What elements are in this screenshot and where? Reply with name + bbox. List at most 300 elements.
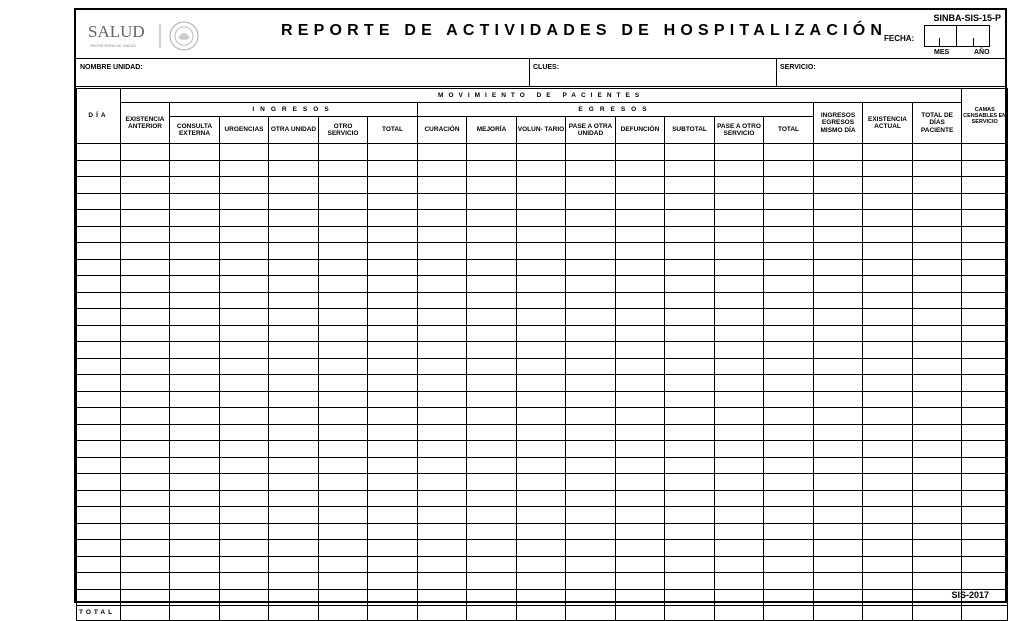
table-cell[interactable] [170, 507, 220, 524]
table-cell[interactable] [764, 424, 814, 441]
table-cell[interactable] [418, 358, 467, 375]
table-cell[interactable] [764, 193, 814, 210]
table-cell[interactable] [962, 424, 1008, 441]
table-cell[interactable] [566, 276, 616, 293]
table-cell[interactable] [566, 177, 616, 194]
table-cell[interactable] [220, 193, 269, 210]
table-cell[interactable] [467, 441, 517, 458]
table-cell[interactable] [863, 325, 913, 342]
table-cell[interactable] [121, 309, 170, 326]
table-cell[interactable] [368, 292, 418, 309]
table-cell[interactable] [962, 391, 1008, 408]
table-cell[interactable] [269, 259, 319, 276]
table-cell[interactable] [170, 556, 220, 573]
table-cell[interactable] [665, 523, 715, 540]
table-cell[interactable] [121, 507, 170, 524]
table-cell[interactable] [121, 210, 170, 227]
table-cell[interactable] [170, 325, 220, 342]
table-cell[interactable] [962, 375, 1008, 392]
table-cell[interactable] [77, 540, 121, 557]
table-cell[interactable] [764, 391, 814, 408]
table-cell[interactable] [715, 507, 764, 524]
table-cell[interactable] [566, 342, 616, 359]
table-cell[interactable] [77, 193, 121, 210]
table-cell[interactable] [368, 226, 418, 243]
table-cell[interactable] [517, 507, 566, 524]
table-cell[interactable] [715, 474, 764, 491]
table-cell[interactable] [269, 441, 319, 458]
table-cell[interactable] [77, 375, 121, 392]
table-cell[interactable] [269, 573, 319, 590]
table-cell[interactable] [863, 573, 913, 590]
table-cell[interactable] [764, 375, 814, 392]
table-cell[interactable] [616, 408, 665, 425]
table-cell[interactable] [269, 309, 319, 326]
table-cell[interactable] [368, 259, 418, 276]
table-cell[interactable] [616, 144, 665, 161]
table-cell[interactable] [863, 474, 913, 491]
table-cell[interactable] [715, 490, 764, 507]
table-cell[interactable] [170, 391, 220, 408]
table-cell[interactable] [319, 573, 368, 590]
table-cell[interactable] [170, 424, 220, 441]
table-cell[interactable] [319, 325, 368, 342]
table-cell[interactable] [863, 276, 913, 293]
table-cell[interactable] [121, 358, 170, 375]
table-cell[interactable] [220, 342, 269, 359]
table-cell[interactable] [170, 573, 220, 590]
table-cell[interactable] [665, 441, 715, 458]
table-cell[interactable] [170, 210, 220, 227]
table-cell[interactable] [269, 193, 319, 210]
table-cell[interactable] [220, 325, 269, 342]
total-cell[interactable] [220, 606, 269, 621]
table-cell[interactable] [319, 589, 368, 606]
table-cell[interactable] [77, 523, 121, 540]
table-cell[interactable] [863, 523, 913, 540]
table-cell[interactable] [814, 325, 863, 342]
table-cell[interactable] [764, 441, 814, 458]
table-cell[interactable] [418, 474, 467, 491]
table-cell[interactable] [814, 573, 863, 590]
table-cell[interactable] [616, 309, 665, 326]
table-cell[interactable] [814, 226, 863, 243]
total-cell[interactable] [814, 606, 863, 621]
table-cell[interactable] [368, 540, 418, 557]
table-cell[interactable] [467, 177, 517, 194]
table-cell[interactable] [418, 210, 467, 227]
table-cell[interactable] [715, 193, 764, 210]
total-cell[interactable] [170, 606, 220, 621]
table-cell[interactable] [121, 391, 170, 408]
table-cell[interactable] [814, 474, 863, 491]
table-cell[interactable] [170, 226, 220, 243]
table-cell[interactable] [715, 226, 764, 243]
table-cell[interactable] [467, 523, 517, 540]
table-cell[interactable] [220, 375, 269, 392]
table-cell[interactable] [77, 474, 121, 491]
table-cell[interactable] [764, 309, 814, 326]
table-cell[interactable] [220, 408, 269, 425]
table-cell[interactable] [616, 474, 665, 491]
table-cell[interactable] [418, 243, 467, 260]
table-cell[interactable] [814, 391, 863, 408]
table-cell[interactable] [269, 144, 319, 161]
table-cell[interactable] [269, 540, 319, 557]
table-cell[interactable] [319, 177, 368, 194]
table-cell[interactable] [913, 490, 962, 507]
table-cell[interactable] [269, 160, 319, 177]
table-cell[interactable] [467, 391, 517, 408]
table-cell[interactable] [77, 457, 121, 474]
table-cell[interactable] [170, 160, 220, 177]
table-cell[interactable] [814, 342, 863, 359]
table-cell[interactable] [616, 358, 665, 375]
table-cell[interactable] [665, 507, 715, 524]
table-cell[interactable] [517, 556, 566, 573]
table-cell[interactable] [863, 358, 913, 375]
table-cell[interactable] [121, 474, 170, 491]
table-cell[interactable] [368, 210, 418, 227]
table-cell[interactable] [467, 342, 517, 359]
table-cell[interactable] [121, 243, 170, 260]
table-cell[interactable] [863, 144, 913, 161]
table-cell[interactable] [962, 573, 1008, 590]
table-cell[interactable] [814, 523, 863, 540]
table-cell[interactable] [814, 358, 863, 375]
table-cell[interactable] [566, 325, 616, 342]
table-cell[interactable] [467, 424, 517, 441]
table-cell[interactable] [418, 391, 467, 408]
table-cell[interactable] [121, 424, 170, 441]
table-cell[interactable] [517, 309, 566, 326]
table-cell[interactable] [368, 243, 418, 260]
table-cell[interactable] [913, 457, 962, 474]
table-cell[interactable] [77, 325, 121, 342]
table-cell[interactable] [517, 441, 566, 458]
table-cell[interactable] [77, 589, 121, 606]
table-cell[interactable] [566, 160, 616, 177]
table-cell[interactable] [764, 177, 814, 194]
table-cell[interactable] [121, 556, 170, 573]
table-cell[interactable] [764, 523, 814, 540]
table-cell[interactable] [467, 210, 517, 227]
table-cell[interactable] [616, 424, 665, 441]
table-cell[interactable] [269, 325, 319, 342]
table-cell[interactable] [467, 556, 517, 573]
table-cell[interactable] [715, 325, 764, 342]
table-cell[interactable] [566, 556, 616, 573]
table-cell[interactable] [467, 243, 517, 260]
table-cell[interactable] [616, 276, 665, 293]
table-cell[interactable] [665, 226, 715, 243]
table-cell[interactable] [715, 523, 764, 540]
table-cell[interactable] [863, 507, 913, 524]
table-cell[interactable] [814, 375, 863, 392]
table-cell[interactable] [913, 309, 962, 326]
table-cell[interactable] [863, 457, 913, 474]
total-cell[interactable] [665, 606, 715, 621]
table-cell[interactable] [913, 193, 962, 210]
total-cell[interactable] [863, 606, 913, 621]
table-cell[interactable] [665, 210, 715, 227]
table-cell[interactable] [269, 589, 319, 606]
table-cell[interactable] [863, 391, 913, 408]
table-cell[interactable] [517, 589, 566, 606]
table-cell[interactable] [220, 507, 269, 524]
table-cell[interactable] [616, 573, 665, 590]
table-cell[interactable] [665, 292, 715, 309]
table-cell[interactable] [616, 243, 665, 260]
table-cell[interactable] [517, 523, 566, 540]
table-cell[interactable] [962, 523, 1008, 540]
table-cell[interactable] [170, 243, 220, 260]
table-cell[interactable] [368, 342, 418, 359]
table-cell[interactable] [913, 507, 962, 524]
table-cell[interactable] [418, 540, 467, 557]
total-cell[interactable] [715, 606, 764, 621]
table-cell[interactable] [764, 490, 814, 507]
table-cell[interactable] [814, 408, 863, 425]
total-cell[interactable] [368, 606, 418, 621]
table-cell[interactable] [319, 556, 368, 573]
table-cell[interactable] [665, 342, 715, 359]
table-cell[interactable] [665, 160, 715, 177]
table-cell[interactable] [566, 408, 616, 425]
table-cell[interactable] [368, 144, 418, 161]
table-cell[interactable] [467, 160, 517, 177]
table-cell[interactable] [467, 325, 517, 342]
table-cell[interactable] [616, 210, 665, 227]
table-cell[interactable] [517, 540, 566, 557]
table-cell[interactable] [220, 243, 269, 260]
table-cell[interactable] [863, 259, 913, 276]
table-cell[interactable] [715, 424, 764, 441]
table-cell[interactable] [566, 144, 616, 161]
table-cell[interactable] [269, 292, 319, 309]
table-cell[interactable] [517, 342, 566, 359]
table-cell[interactable] [863, 309, 913, 326]
table-cell[interactable] [616, 160, 665, 177]
clues-field[interactable] [529, 58, 776, 86]
table-cell[interactable] [368, 325, 418, 342]
table-cell[interactable] [863, 556, 913, 573]
table-cell[interactable] [220, 441, 269, 458]
table-cell[interactable] [368, 408, 418, 425]
table-cell[interactable] [121, 276, 170, 293]
table-cell[interactable] [566, 490, 616, 507]
table-cell[interactable] [764, 160, 814, 177]
table-cell[interactable] [517, 391, 566, 408]
table-cell[interactable] [665, 144, 715, 161]
table-cell[interactable] [814, 193, 863, 210]
total-cell[interactable] [319, 606, 368, 621]
table-cell[interactable] [913, 375, 962, 392]
table-cell[interactable] [220, 309, 269, 326]
table-cell[interactable] [319, 259, 368, 276]
table-cell[interactable] [715, 177, 764, 194]
table-cell[interactable] [665, 276, 715, 293]
table-cell[interactable] [764, 210, 814, 227]
table-cell[interactable] [517, 144, 566, 161]
table-cell[interactable] [467, 408, 517, 425]
table-cell[interactable] [467, 259, 517, 276]
table-cell[interactable] [616, 490, 665, 507]
table-cell[interactable] [77, 424, 121, 441]
table-cell[interactable] [814, 309, 863, 326]
table-cell[interactable] [418, 408, 467, 425]
table-cell[interactable] [814, 276, 863, 293]
table-cell[interactable] [368, 177, 418, 194]
table-cell[interactable] [121, 292, 170, 309]
table-cell[interactable] [170, 408, 220, 425]
table-cell[interactable] [517, 177, 566, 194]
table-cell[interactable] [170, 474, 220, 491]
table-cell[interactable] [517, 573, 566, 590]
table-cell[interactable] [418, 523, 467, 540]
table-cell[interactable] [77, 144, 121, 161]
table-cell[interactable] [319, 342, 368, 359]
table-cell[interactable] [121, 375, 170, 392]
table-cell[interactable] [319, 243, 368, 260]
total-cell[interactable] [913, 606, 962, 621]
table-cell[interactable] [962, 325, 1008, 342]
table-cell[interactable] [269, 523, 319, 540]
table-cell[interactable] [269, 408, 319, 425]
table-cell[interactable] [616, 540, 665, 557]
table-cell[interactable] [913, 177, 962, 194]
table-cell[interactable] [715, 358, 764, 375]
table-cell[interactable] [715, 441, 764, 458]
table-cell[interactable] [418, 144, 467, 161]
table-cell[interactable] [962, 243, 1008, 260]
table-cell[interactable] [368, 276, 418, 293]
table-cell[interactable] [913, 424, 962, 441]
table-cell[interactable] [170, 144, 220, 161]
table-cell[interactable] [368, 358, 418, 375]
table-cell[interactable] [418, 490, 467, 507]
table-cell[interactable] [220, 210, 269, 227]
table-cell[interactable] [77, 573, 121, 590]
table-cell[interactable] [962, 144, 1008, 161]
table-cell[interactable] [121, 259, 170, 276]
total-cell[interactable] [121, 606, 170, 621]
table-cell[interactable] [220, 457, 269, 474]
table-cell[interactable] [665, 358, 715, 375]
table-cell[interactable] [269, 226, 319, 243]
table-cell[interactable] [368, 523, 418, 540]
table-cell[interactable] [368, 391, 418, 408]
table-cell[interactable] [616, 523, 665, 540]
table-cell[interactable] [814, 589, 863, 606]
table-cell[interactable] [764, 342, 814, 359]
table-cell[interactable] [319, 507, 368, 524]
table-cell[interactable] [467, 375, 517, 392]
table-cell[interactable] [467, 276, 517, 293]
table-cell[interactable] [962, 441, 1008, 458]
table-cell[interactable] [121, 573, 170, 590]
table-cell[interactable] [715, 144, 764, 161]
table-cell[interactable] [962, 276, 1008, 293]
table-cell[interactable] [566, 507, 616, 524]
table-cell[interactable] [269, 424, 319, 441]
table-cell[interactable] [962, 490, 1008, 507]
table-cell[interactable] [77, 391, 121, 408]
table-cell[interactable] [121, 160, 170, 177]
table-cell[interactable] [814, 243, 863, 260]
table-cell[interactable] [665, 540, 715, 557]
table-cell[interactable] [170, 375, 220, 392]
table-cell[interactable] [913, 556, 962, 573]
table-cell[interactable] [269, 474, 319, 491]
table-cell[interactable] [220, 177, 269, 194]
table-cell[interactable] [665, 408, 715, 425]
table-cell[interactable] [913, 292, 962, 309]
table-cell[interactable] [616, 375, 665, 392]
table-cell[interactable] [77, 342, 121, 359]
table-cell[interactable] [814, 424, 863, 441]
table-cell[interactable] [715, 243, 764, 260]
table-cell[interactable] [418, 276, 467, 293]
table-cell[interactable] [566, 226, 616, 243]
table-cell[interactable] [962, 408, 1008, 425]
total-cell[interactable] [616, 606, 665, 621]
table-cell[interactable] [368, 309, 418, 326]
table-cell[interactable] [863, 540, 913, 557]
table-cell[interactable] [77, 226, 121, 243]
table-cell[interactable] [962, 358, 1008, 375]
table-cell[interactable] [467, 309, 517, 326]
table-cell[interactable] [418, 342, 467, 359]
table-cell[interactable] [220, 226, 269, 243]
table-cell[interactable] [418, 292, 467, 309]
table-cell[interactable] [715, 292, 764, 309]
table-cell[interactable] [319, 490, 368, 507]
table-cell[interactable] [170, 457, 220, 474]
table-cell[interactable] [368, 160, 418, 177]
table-cell[interactable] [467, 457, 517, 474]
table-cell[interactable] [566, 210, 616, 227]
table-cell[interactable] [616, 177, 665, 194]
table-cell[interactable] [665, 556, 715, 573]
table-cell[interactable] [77, 490, 121, 507]
table-cell[interactable] [319, 309, 368, 326]
table-cell[interactable] [170, 342, 220, 359]
table-cell[interactable] [764, 243, 814, 260]
table-cell[interactable] [269, 556, 319, 573]
table-cell[interactable] [170, 193, 220, 210]
table-cell[interactable] [962, 226, 1008, 243]
table-cell[interactable] [913, 523, 962, 540]
table-cell[interactable] [517, 276, 566, 293]
table-cell[interactable] [616, 193, 665, 210]
table-cell[interactable] [814, 259, 863, 276]
table-cell[interactable] [319, 193, 368, 210]
table-cell[interactable] [220, 144, 269, 161]
table-cell[interactable] [665, 177, 715, 194]
table-cell[interactable] [913, 540, 962, 557]
table-cell[interactable] [764, 408, 814, 425]
table-cell[interactable] [170, 441, 220, 458]
table-cell[interactable] [517, 292, 566, 309]
table-cell[interactable] [863, 408, 913, 425]
table-cell[interactable] [764, 276, 814, 293]
table-cell[interactable] [764, 144, 814, 161]
table-cell[interactable] [467, 226, 517, 243]
table-cell[interactable] [863, 193, 913, 210]
table-cell[interactable] [121, 408, 170, 425]
table-cell[interactable] [220, 292, 269, 309]
